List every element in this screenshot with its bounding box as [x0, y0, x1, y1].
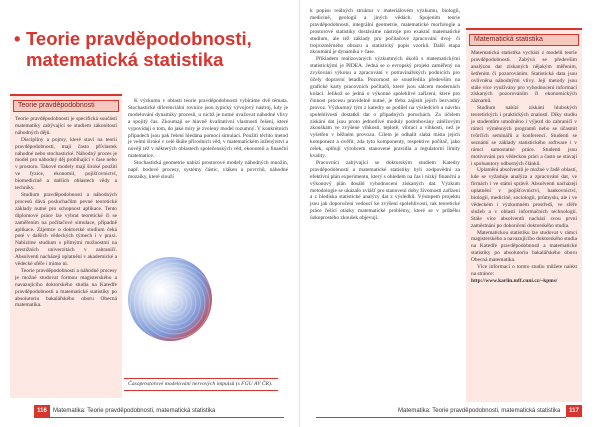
box-paragraph: Uplatnění absolventů je možné v řadě oblastí, kde se vyžaduje analýza a zpracování dat, ve firmách i ve státní správě. Absolventi nacházejí uplatnění v pojišťovnictví, bankovnictví, biologii, medicíně, sociologii, průmyslu, ale i ve vědeckém i výzkumném prostředí, ve sféře služeb a v oblasti informačních technologií. Stále více absolventů nachází svou první zaměstnání po dokončení doktorského studia.	[471, 167, 577, 229]
page-title	[14, 28, 294, 70]
page-number: 117	[566, 405, 582, 417]
body-paragraph: Pracovníci zabývající se doktorským studiem Katedry pravděpodobnosti a matematické statistiky byli zodpovědní za efektivní plán experimentu, který s ohledem na čas i nízký finanční a výkonový plán dosáhl vyhodnocení získaných dat. Výzkum metodologie se ukázalo zvlášť pro stanovení doby životnosti zařízení a z hlediska statistické analýzy dat z výsledků. Výstupem projektu jsou jak doporučení vedoucí ke zvýšení spolehlivosti, tak teoretické práce řešící otázky matematické problémy, které se v průběhu úzkoprostého zkoušek objevují.	[310, 159, 460, 222]
box-text	[466, 50, 582, 285]
box-paragraph: Studium nabízí získání hlubokých teoretických i praktických znalostí. Díky studiu je studentům umožněno i výjezd do zahraničí v rámci výměnných programů nebo se účastnit tvůrčích seminářů a konferencí. Studenti se seznámí se základy statistického software i v rámci samostatné práce. Studenti jsou motivováni pro vědeckou práci a často se stávají i spoluautory odborných článků.	[471, 105, 577, 167]
box-heading: Teorie pravděpodobnosti	[13, 100, 119, 112]
box-contact: Více informací o tomto studiu můžete nalézt na stránce:	[471, 264, 577, 277]
box-link[interactable]: http://www.karlin.mff.cuni.cz/~kpms/	[471, 277, 558, 284]
body-paragraph: Stochastická geometrie nabízí prostorové modely náhodných množin, např. bodové procesy, systémy částic, vláken a povrchů, náhodné mozaiky, které slouží	[128, 160, 288, 180]
box-paragraph: Teorie pravděpodobnosti a náhodné procesy je možné studovat formou magisterského a navazujícího doktorského studia na Katedře pravděpodobnosti a matematické statistiky po absolutoriu bakalářského oboru Obecná matematika.	[15, 267, 117, 309]
figure-texture	[128, 257, 212, 341]
page-footer: Matematika: Teorie pravděpodobnosti, matematická statistika	[53, 408, 216, 414]
box-paragraph: Matematickou statistiku lze studovat v rámci magisterského a navazujícího doktorského studia na Katedře pravděpodobnosti a matematické statistiky po absolutoriu bakalářského oboru Obecná matematika.	[471, 229, 577, 264]
body-column-left	[128, 98, 288, 181]
right-page	[300, 0, 600, 427]
figure-caption: Časoprostorové modelování nervových impulsů (s FGU AV ČR).	[124, 378, 278, 391]
sidebar-box-probability	[10, 94, 122, 398]
body-column-right	[310, 8, 460, 222]
page-number: 116	[34, 405, 50, 417]
sidebar-box-statistics	[466, 28, 582, 402]
body-paragraph: k popisu reálných struktur v materiálovém výzkumu, biologii, medicíně, geologii a jiných vědách. Spojením teorie pravděpodobnosti, integrální geometrie, matematické morfologie a prostorové statistiky dostáváme nástroje pro exaktní matematické studium, ale též základy pro počítačové zpracování dvoj- či trojrozměrného obrazu a statistický popis vzorků. Další etapa zkoumání je dynamika v čase.	[310, 8, 460, 56]
box-text	[10, 116, 122, 309]
body-paragraph: K výzkumu v oblasti teorie pravděpodobnosti vybíráme dvě témata. Stochastické diferenciální rovnice jsou typický vývojový nástroj, kdy je modelování dynamiky procesů, u nichž je nutné uvažovat náhodné vlivy a spojitý čas. Zkoumají se hlavně kvalitativní vlastnosti řešení, které vypovídají o tom, do jaké míry je zvolený model rozumný. V konkrétních případech jsou pak řešení hledána pomocí simulací. Použití těchto metod je velmi široké v celé škále přírodních věd, v matematickém inženýrství a nověji též v některých oblastech společenských věd, ekonomii a finanční matematice.	[128, 98, 288, 160]
box-paragraph: Studium pravděpodobnosti a náhodných procesů dává posluchačům pevné teoretické základy nutné pro schopnost aplikace. Tento diplomové práce lze vybrat teoretické či se zaměřením na počítačové simulace, případně aplikace. Zájemce o doktorské studium čeká poté v dalších vědeckých týmech i v praxi. Nabízíme studium s přímými možnostmi na prestižních univerzitách v zahraničí. Absolventi nacházejí uplatnění v akademické a vědecké sféře i mimo ni.	[15, 191, 117, 268]
footer-rule	[316, 417, 566, 418]
box-paragraph: Disciplíny a pojmy, které staví na teorii pravděpodobnosti, mají často přívlastek náhodné nebo stochastické. Náhodný proces je model pro náhodný děj probíhající v čase nebo v prostoru. Takové modely mají široké použití ve fyzice, ekonomii, pojišťovnictví, biomedicíně a dalších oblastech vědy a techniky.	[15, 136, 117, 192]
title-line-1: Teorie pravděpodobnosti,	[26, 28, 252, 49]
title-line-2: matematická statistika	[26, 49, 224, 70]
body-paragraph: Příkladem realizovaných výzkumných úkolů s matematickými statistickými je PIDEA. Jedná se o evropský projekt zaměřený na zvyšování výkonu a zpracování v potravinářských podnicích pro účely dopravní letadla. Pozornost se soustředila především na grafické karty pracovních počítačů, které jsou sálcem modernách kolací. Jelikož se jedná o výkonné spolehlivé zařízení, které pro činnost procesu pravidelně nutné, je třeba zajistit jejich bezvadný provoz. Výzkumný tým z katedry se podílel na výsledcích a návrhu spolehlivostí dostatků dat o případných poruchách. Za účelem získání dat jsou proto jednotlivé moduly podrobovány zátěžovým zkouškám ve zvýšené vlhkosti, teplotě, vibraci a vlhkosti, než je vyšetřen v běžném provozu. Cílem je odhalit slabá místa jejich komponent a ověřit, zda tyto komponenty, respektive počítač, jako celek, splňují výrobcem stanovené pravidla a regulatorní limity kvality.	[310, 56, 460, 160]
box-heading: Matematická statistika	[469, 34, 579, 46]
box-paragraph: Teorie pravděpodobnosti je specifická součástí matematiky zabývající se studiem zákonitostí náhodných dějů.	[15, 116, 117, 136]
footer-rule	[34, 417, 284, 418]
title-bullet: •	[14, 28, 21, 49]
box-paragraph: Matematická statistika vychází z modelů teorie pravděpodobnosti. Zabývá se především analýzou dat získaných nějakým měřením, šetřením či pozorováním. Statistická data jsou ovlivněna náhodnými vlivy. Její metody jsou stále více využívány pro vyhodnocení informací získaných pozorováním či ekonomických záznamů.	[471, 50, 577, 105]
page-footer: Matematika: Teorie pravděpodobnosti, matematická statistika	[398, 408, 561, 414]
